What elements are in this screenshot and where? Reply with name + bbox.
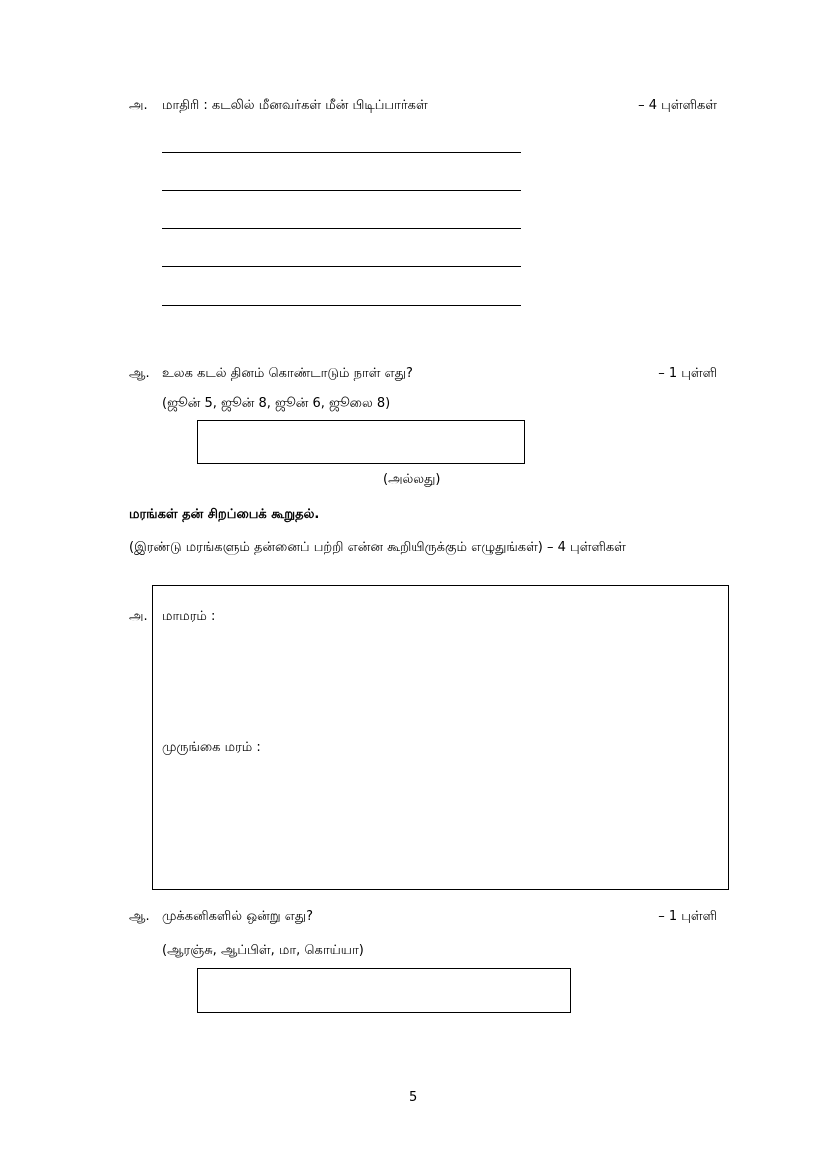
trees-answer-box[interactable]	[152, 585, 729, 890]
question-2-label: ஆ.	[129, 366, 150, 381]
answer-line-5[interactable]	[162, 305, 521, 306]
question-1-marks: – 4 புள்ளிகள்	[638, 98, 717, 113]
answer-line-3[interactable]	[162, 228, 521, 229]
drumstick-tree-label: முருங்கை மரம் :	[162, 740, 261, 755]
question-3-label: அ.	[129, 609, 148, 624]
question-4-text: முக்கனிகளில் ஒன்று எது?	[162, 909, 314, 924]
question-2-options: (ஜூன் 5, ஜூன் 8, ஜூன் 6, ஜூலை 8)	[162, 396, 391, 411]
answer-line-2[interactable]	[162, 190, 521, 191]
mango-tree-label: மாமரம் :	[162, 609, 216, 624]
question-1-label: அ.	[129, 98, 148, 113]
question-4-options: (ஆரஞ்சு, ஆப்பிள், மா, கொய்யா)	[162, 943, 364, 958]
section-title: மரங்கள் தன் சிறப்பைக் கூறுதல்.	[129, 507, 320, 522]
question-2-text: உலக கடல் தினம் கொண்டாடும் நாள் எது?	[162, 366, 413, 381]
answer-line-1[interactable]	[162, 152, 521, 153]
question-4-marks: – 1 புள்ளி	[658, 909, 717, 924]
question-2-marks: – 1 புள்ளி	[658, 366, 717, 381]
question-4-label: ஆ.	[129, 909, 150, 924]
question-4-answer-box[interactable]	[197, 968, 571, 1013]
question-2-answer-box[interactable]	[197, 420, 525, 464]
answer-line-4[interactable]	[162, 266, 521, 267]
section-instruction: (இரண்டு மரங்களும் தன்னைப் பற்றி என்ன கூறியிருக்கும் எழுதுங்கள்) – 4 புள்ளிகள்	[129, 540, 626, 555]
question-1-text: மாதிரி : கடலில் மீனவர்கள் மீன் பிடிப்பார்கள்	[162, 98, 428, 113]
page-number: 5	[409, 1090, 418, 1105]
or-text: (அல்லது)	[383, 472, 441, 487]
